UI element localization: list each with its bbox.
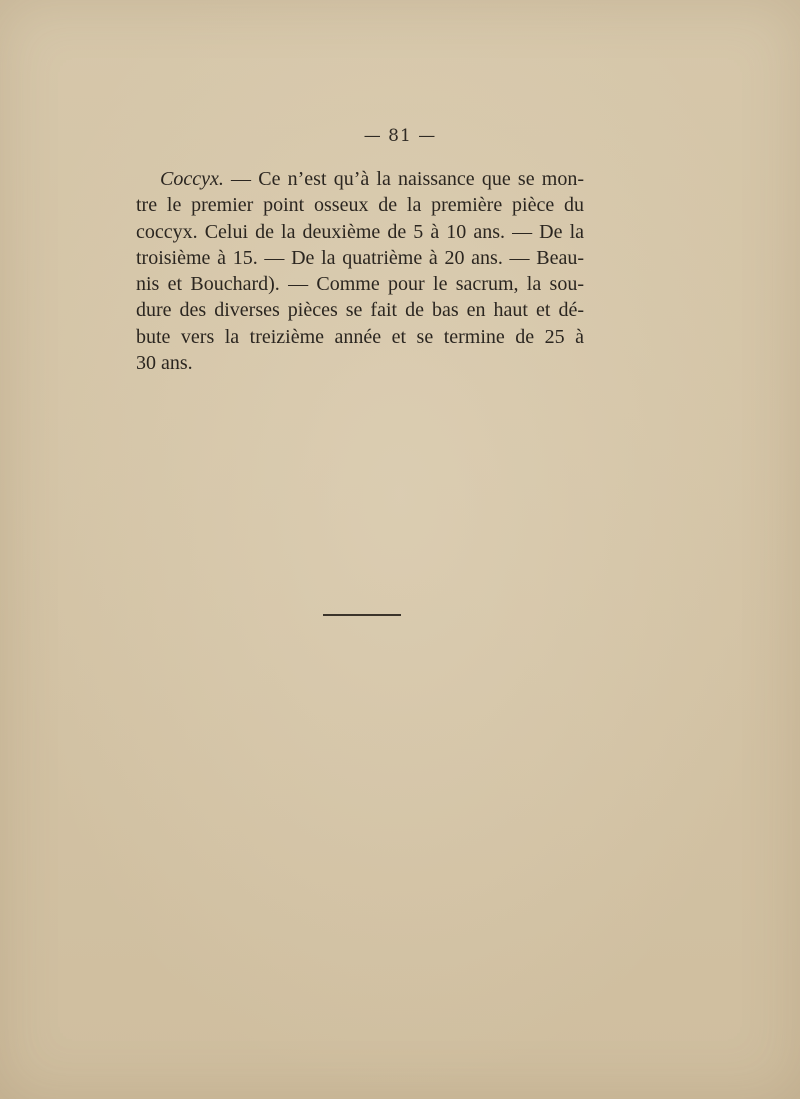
body-paragraph (136, 166, 584, 376)
paragraph-line-6: dure des diverses pièces se fait de bas en haut et dé- (136, 299, 584, 322)
paragraph-line-7: bute vers la treizième année et se termine de 25 à (136, 325, 584, 348)
paragraph-line-5: nis et Bouchard). — Comme pour le sacrum, la sou- (136, 273, 584, 296)
paragraph-line-2: tre le premier point osseux de la première pièce du (136, 194, 584, 217)
paragraph-line-4: troisième à 15. — De la quatrième à 20 ans. — Beau- (136, 246, 584, 269)
section-heading-coccyx: Coccyx. (160, 168, 224, 190)
section-end-rule (323, 614, 401, 616)
page-number: — 81 — (363, 126, 437, 146)
paragraph-line-8: 30 ans. (136, 352, 193, 375)
paragraph-line-1 (136, 166, 584, 192)
paragraph-line-1-text: — Ce n’est qu’à la naissance que se mon- (223, 168, 584, 190)
paragraph-line-3: coccyx. Celui de la deuxième de 5 à 10 ans. — De la (136, 220, 584, 243)
